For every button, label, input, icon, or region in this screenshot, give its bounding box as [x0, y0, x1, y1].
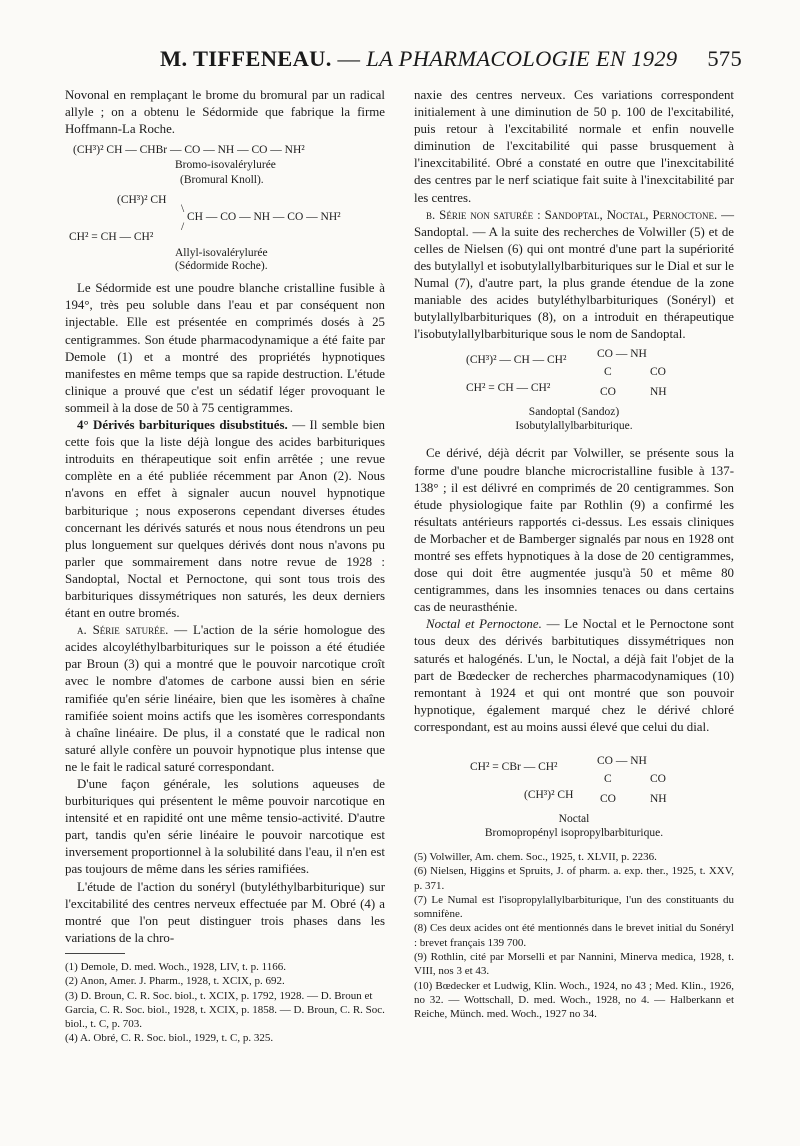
paragraph: naxie des centres nerveux. Ces variations correspondent initialement à une diminution de 50 p. 100 de l'excitabilité, puis retour à l'excitabilité normale et enfin nouvelle diminution de l'excitabilité qui passe brusquement à l'inexcitabilité. Obré a constaté en outre que l'inexcitabilité des centres par le nerf sciatique fait suite à l'inexcitabilité par les centres. [414, 88, 734, 205]
formula-caption: Bromo-isovalérylurée [175, 159, 276, 172]
formula-caption: (Bromural Knoll). [180, 174, 264, 187]
formula-group: CO [600, 793, 616, 805]
formula-group: C [604, 366, 612, 379]
paragraph-text: — Sandoptal. — A la suite des recherches de Volwiller (5) et de celles de Nielsen (6) qui ont montré d'une part la supériorité des butylallyl et isobutylallylbarbituriques sur le Dial et sur le Numal (7), d'autre part, la plus grande étendue de la zone maniable des acides butyléthylbarbituriques (Sonéryl) et butylallylbarbituriques (8), on a introduit en thérapeutique l'isobutylallylbarbiturique sous le nom de Sandoptal. [414, 207, 734, 342]
formula-group: CO [650, 773, 666, 785]
formula-group: CO — NH [597, 348, 647, 361]
formula-caption: Sandoptal (Sandoz) [528, 406, 620, 419]
paragraph [414, 207, 734, 344]
formula-bond: \ [181, 203, 185, 216]
formula-line: CH — CO — NH — CO — NH² [187, 211, 341, 224]
formula-line: CH² = CH — CH² [466, 382, 551, 395]
footnote-rule [65, 953, 125, 954]
page-number: 575 [707, 46, 742, 71]
paragraph [65, 417, 385, 622]
formula-group: NH [650, 793, 667, 805]
formula-caption: Bromopropényl isopropylbarbiturique. [484, 827, 664, 839]
paragraph: D'une façon générale, les solutions aqueuses de burbituriques qui présentent le même pouvoir narcotique en intensité et en rapidité ont une même tensio-activité. D'autre part, tandis qu'en série linéaire le pouvoir narcotique est inversement proportionnel à la solubilité dans l'eau, il n'en est pas toujours de même dans les séries ramifiées. [65, 777, 385, 877]
right-column [414, 87, 734, 1022]
formula-caption: Allyl-isovalérylurée [175, 247, 268, 260]
formula-bond: / [181, 221, 185, 234]
section-heading: a. Série saturée. [77, 623, 169, 638]
running-header [62, 46, 742, 80]
footnote: (10) Bœdecker et Ludwig, Klin. Woch., 1924, no 43 ; Med. Klin., 1926, no 32. — Wottschall, D. med. Woch., 1928, no 4. — Halberkann et Reiche, Münch. med. Woch., 1927 no 34. [414, 979, 734, 1021]
section-heading: Noctal et Pernoctone. [426, 617, 542, 632]
header-separator: — [331, 46, 367, 71]
formula-caption: Isobutylallylbarbiturique. [515, 420, 633, 433]
paragraph: Ce dérivé, déjà décrit par Volwiller, se présente sous la forme d'une poudre blanche microcristalline fusible à 137-138° ; il est délivré en comprimés de 20 centigrammes. Son étude physiologique faite par Rothlin (9) a confirmé les résultats antérieurs rapportés ci-dessus. Les essais cliniques de Morbacher et de Bamberger signalés par nous en 1928 ont montré ses effets hypnotiques à la dose de 20 centigrammes, dose qui doit être augmentée jusqu'à 50 et même 80 centigrammes, dans les insomnies tenaces ou dans certains cas de neurasthénie. [414, 446, 734, 615]
footnote: (1) Demole, D. med. Woch., 1928, LIV, t. p. 1166. [65, 960, 287, 973]
header-author: M. TIFFENEAU. [160, 46, 332, 71]
paragraph [414, 616, 734, 736]
footnote: (6) Nielsen, Higgins et Spruits, J. of pharm. a. exp. ther., 1925, t. XXV, p. 371. [414, 865, 734, 892]
paragraph-text: — Le Noctal et le Pernoctone sont tous deux des dérivés barbitutiques dissymétriques non saturés et halogénés. L'un, le Noctal, a déjà fait l'objet de la part de Bœdecker de recherches pharmacodynamiques (10) remontant à 1924 et qui ont montré que son pouvoir hypnotique, également marqué chez le dérivé chloré correspondant, est au moins aussi élevé que celui du dial. [414, 617, 734, 734]
formula-line: (CH³)² CH — CHBr — CO — NH — CO — NH² [73, 144, 305, 157]
paragraph [65, 622, 385, 776]
formula-line: (CH³)² — CH — CH² [466, 354, 567, 367]
paragraph: L'étude de l'action du sonéryl (butyléthylbarbiturique) sur l'excitabilité des centres nerveux effectuée par M. Obré (4) a montré que l'on peut distinguer trois phases dans les variations de la chro- [65, 879, 385, 945]
paragraph-text: — L'action de la série homologue des acides alcoyléthylbarbituriques sur le poisson a été étudiée par Broun (3) qui a montré que le pouvoir narcotique croît avec le nombre d'atomes de carbone aussi bien en série ramifiée qu'en série linéaire, bien que les isomères à chaîne ramifiée soient moins actifs que les isomères correspondants à chaîne linéaire. De plus, il a constaté que le radical non saturé allyle confère un pouvoir hypnotique plus intense que ne le fait le radical saturé correspondant. [65, 623, 385, 774]
formula-line: CH² = CH — CH² [69, 231, 154, 244]
paragraph-text: — Il semble bien cette fois que la liste déjà longue des acides barbituriques introduits en thérapeutique soit enfin arrêtée ; une revue complète en a été publiée récemment par Anon (2). Nous n'avons en effet à signaler aucun nouvel hypnotique barbiturique ; nous exposerons cependant diverses études concernant les dérivés saturés et nous nous étendrons un peu plus longuement sur quelques dérivés dont nous n'avons pu parler que sommairement dans notre revue de 1928 : Sandoptal, Noctal et Pernoctone, qui sont tous trois des barbituriques dissymétriques non saturés, les deux derniers étant en outre bromés. [65, 418, 385, 621]
footnote: (7) Le Numal est l'isopropylallylbarbiturique, l'un des constituants du somnifène. [414, 893, 734, 921]
formula-noctal [414, 736, 734, 844]
formula-group: CO [600, 386, 616, 399]
formula-sandoptal [414, 343, 734, 439]
left-column [65, 87, 385, 1046]
formula-group: NH [650, 386, 667, 399]
footnote: (4) A. Obré, C. R. Soc. biol., 1929, t. C, p. 325. [65, 1032, 274, 1045]
formula-group: CO — NH [597, 755, 647, 767]
formula-line: (CH³)² CH [117, 194, 167, 207]
formula-caption: Noctal [558, 813, 590, 825]
section-heading: 4° Dérivés barbituriques disubstitués. [77, 418, 288, 433]
footnote: (9) Rothlin, cité par Morselli et par Nannini, Minerva medica, 1928, t. VIII, nos 3 et 43. [414, 951, 734, 978]
formula-line: CH² = CBr — CH² [470, 761, 558, 773]
footnote: (5) Volwiller, Am. chem. Soc., 1925, t. XLVII, p. 2236. [414, 851, 657, 863]
formula-bromural-sedormide [65, 138, 385, 273]
formula-group: C [604, 773, 612, 785]
formula-caption: (Sédormide Roche). [175, 260, 268, 273]
paragraph: Le Sédormide est une poudre blanche cristalline fusible à 194°, très peu soluble dans l'eau et par conséquent non injectable. Elle est présentée en comprimés dosés à 25 centigrammes. Son étude pharmacodynamique a été faite par Demole (1) et a montré des propriétés hypnotiques manifestes en même temps que sa rapide destruction. L'étude clinique a prouvé que c'est un sédatif léger provoquant le sommeil à la dose de 50 à 75 centigrammes. [65, 281, 385, 415]
footnote: (8) Ces deux acides ont été mentionnés dans le brevet initial du Sonéryl : brevet français 139 700. [414, 922, 734, 949]
footnote: (2) Anon, Amer. J. Pharm., 1928, t. XCIX, p. 692. [65, 975, 285, 988]
footnote: (3) D. Broun, C. R. Soc. biol., t. XCIX, p. 1792, 1928. — D. Broun et Garcia, C. R. Soc. biol., 1928, t. XCIX, p. 1858. — D. Broun, C. R. Soc. biol., t. C, p. 703. [65, 989, 385, 1031]
formula-line: (CH³)² CH [524, 789, 574, 801]
running-title [160, 46, 677, 72]
paragraph: Novonal en remplaçant le brome du bromural par un radical allyle ; on a obtenu le Sédormide que fabrique la firme Hoffmann-La Roche. [65, 88, 385, 137]
header-title: LA PHARMACOLOGIE EN 1929 [366, 46, 678, 71]
formula-group: CO [650, 366, 666, 379]
section-heading: b. Série non saturée : Sandoptal, Noctal, Pernoctone. [426, 207, 718, 222]
